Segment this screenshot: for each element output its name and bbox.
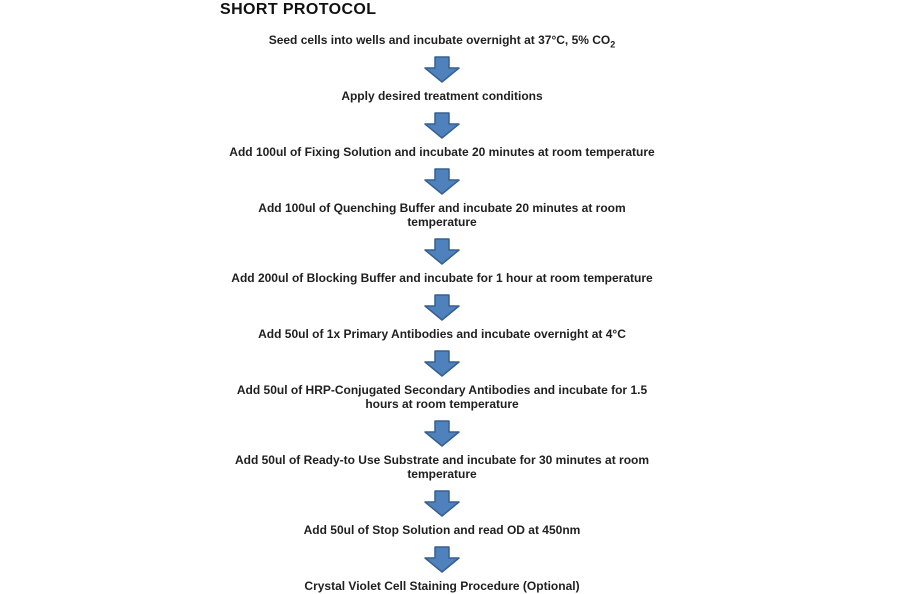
step-text-line: Add 50ul of HRP-Conjugated Secondary Antibodies and incubate for 1.5	[236, 383, 648, 397]
protocol-step	[180, 453, 704, 481]
down-arrow-icon	[424, 168, 460, 195]
down-arrow-icon	[424, 238, 460, 265]
protocol-step	[180, 145, 704, 159]
step-text-line: temperature	[407, 215, 477, 229]
down-arrow-icon	[424, 546, 460, 573]
step-text-line: Seed cells into wells and incubate overnight at 37°C, 5% $CO_2$	[268, 33, 616, 50]
subscript-text: 2	[610, 39, 616, 50]
step-text-line: Add 200ul of Blocking Buffer and incubate for 1 hour at room temperature	[231, 271, 653, 285]
down-arrow-icon	[424, 294, 460, 321]
down-arrow-icon	[424, 56, 460, 83]
step-text-line: Add 50ul of 1x Primary Antibodies and incubate overnight at 4°C	[258, 327, 626, 341]
down-arrow-icon	[424, 490, 460, 517]
step-text-line: Crystal Violet Cell Staining Procedure (Optional)	[304, 579, 580, 593]
step-text-line: Apply desired treatment conditions	[341, 89, 543, 103]
protocol-step	[180, 579, 704, 593]
step-text-line: Add 100ul of Fixing Solution and incubate 20 minutes at room temperature	[229, 145, 655, 159]
page-title: SHORT PROTOCOL	[220, 1, 377, 18]
down-arrow-icon	[424, 350, 460, 377]
step-text-line: Add 50ul of Ready-to Use Substrate and incubate for 30 minutes at room	[234, 453, 650, 467]
step-text-line: temperature	[407, 467, 477, 481]
protocol-step	[180, 523, 704, 537]
down-arrow-icon	[424, 420, 460, 447]
step-text-line: hours at room temperature	[365, 397, 519, 411]
protocol-flow	[180, 33, 704, 593]
protocol-step	[180, 201, 704, 229]
step-text-line: Add 100ul of Quenching Buffer and incubate 20 minutes at room	[258, 201, 626, 215]
step-text-line: Add 50ul of Stop Solution and read OD at 450nm	[303, 523, 581, 537]
protocol-step	[180, 33, 704, 50]
protocol-step	[180, 271, 704, 285]
protocol-step	[180, 327, 704, 341]
protocol-step	[180, 89, 704, 103]
protocol-step	[180, 383, 704, 411]
down-arrow-icon	[424, 112, 460, 139]
